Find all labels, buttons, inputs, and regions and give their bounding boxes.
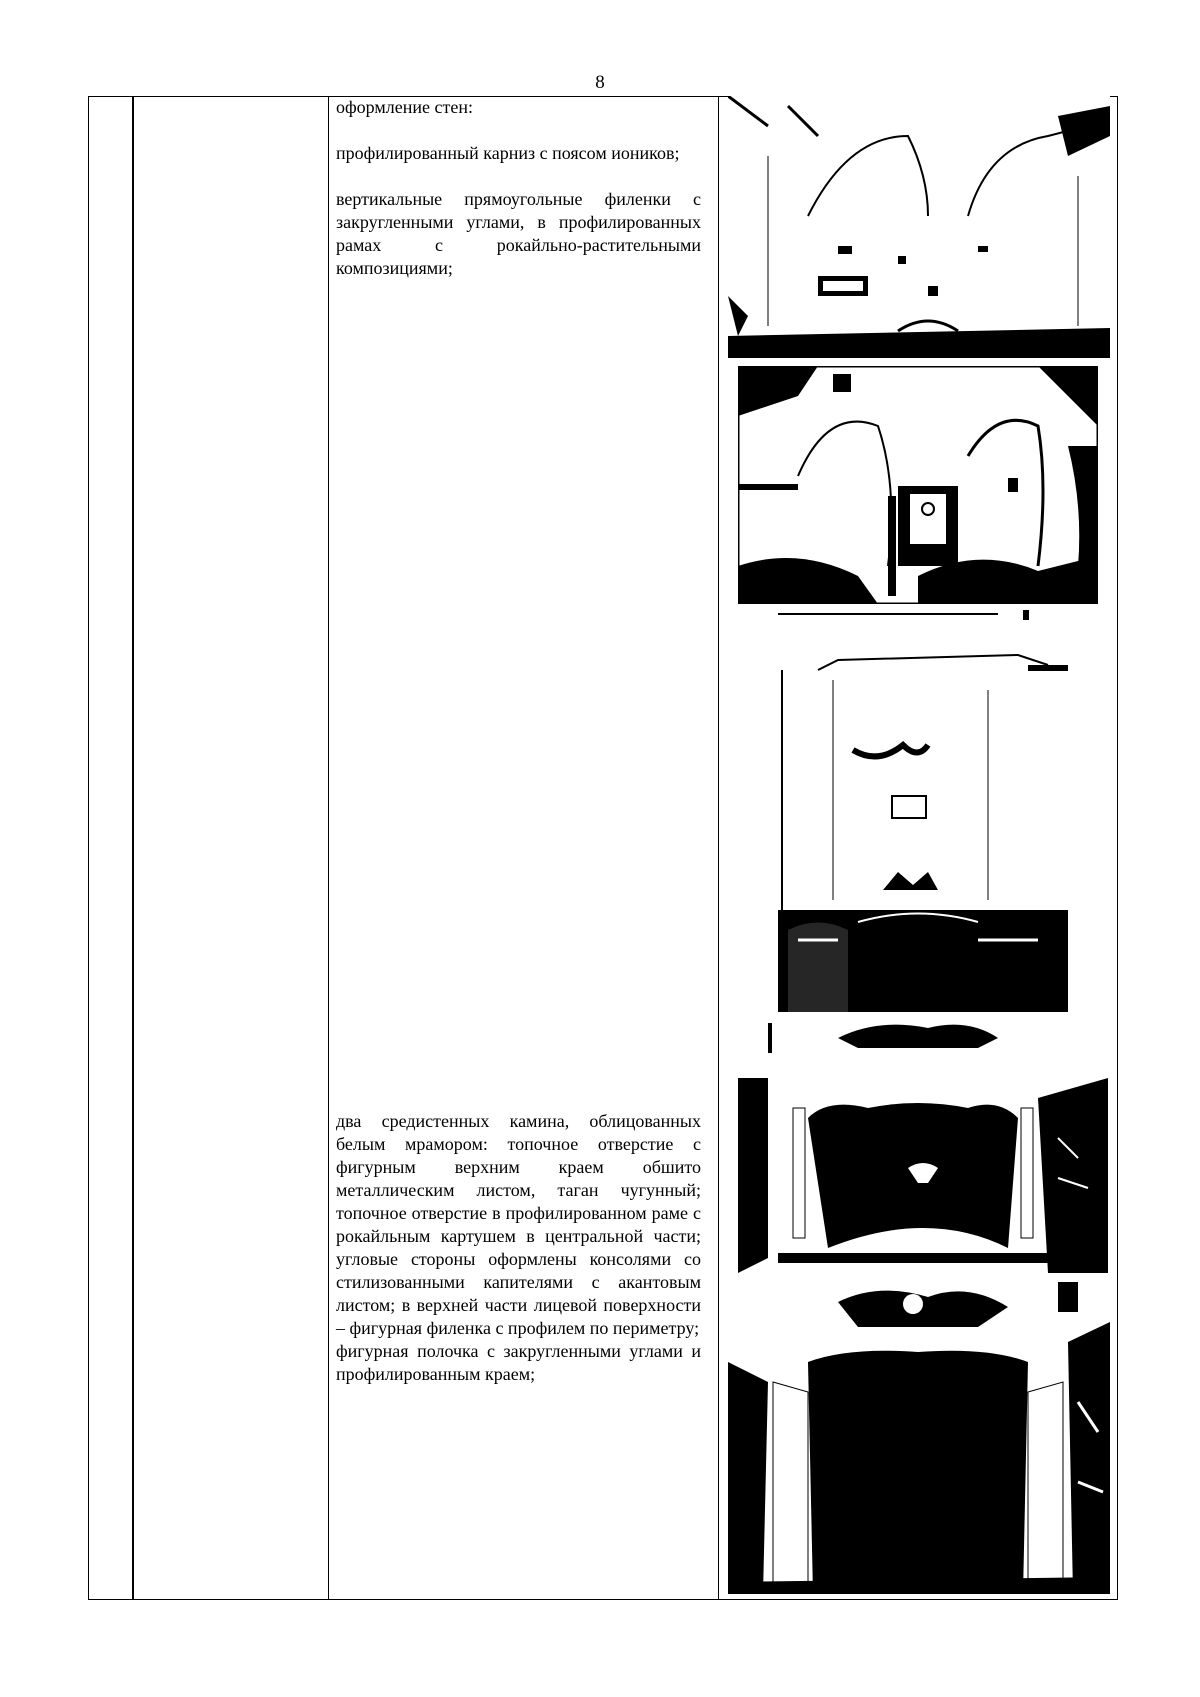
hall-wall-photo-2 bbox=[738, 366, 1098, 604]
fireplace-photo-1 bbox=[738, 1018, 1108, 1273]
description-table bbox=[88, 96, 1118, 1600]
fireplace-photo-2 bbox=[728, 1282, 1110, 1594]
fireplace-item-main: два средистенных камина, облицованных белым мрамором: топочное отверстие с фигурным верхним краем обшито металлическим листом, таган чугунный; топочное отверстие в профилированном раме с рокайльным картушем в центральной части; угловые стороны оформлены консолями со стилизованными капителями с акантовым листом; в верхней части лицевой поверхности – фигурная филенка с профилем по периметру; bbox=[336, 1111, 701, 1338]
walls-description bbox=[336, 96, 701, 303]
walls-item-cornice: профилированный карниз с поясом иоников; bbox=[336, 143, 680, 163]
fireplace-description bbox=[336, 1110, 701, 1386]
page-number: 8 bbox=[595, 72, 605, 93]
table-bottom-border bbox=[88, 1599, 1118, 1600]
fireplace-item-shelf: фигурная полочка с закругленными углами и профилированным краем; bbox=[336, 1341, 701, 1384]
table-right-border bbox=[1117, 96, 1118, 1600]
wall-panel-photo bbox=[778, 610, 1068, 1012]
walls-item-panels: вертикальные прямоугольные филенки с закругленными углами, в профилированных рамах с рокайльно-растительными композициями; bbox=[336, 189, 701, 278]
table-left-border bbox=[88, 96, 89, 1600]
hall-wall-photo-1 bbox=[728, 96, 1110, 358]
walls-heading: оформление стен: bbox=[336, 97, 473, 117]
column-divider-1 bbox=[132, 96, 134, 1600]
column-divider-3 bbox=[718, 96, 719, 1600]
column-divider-2 bbox=[328, 96, 329, 1600]
